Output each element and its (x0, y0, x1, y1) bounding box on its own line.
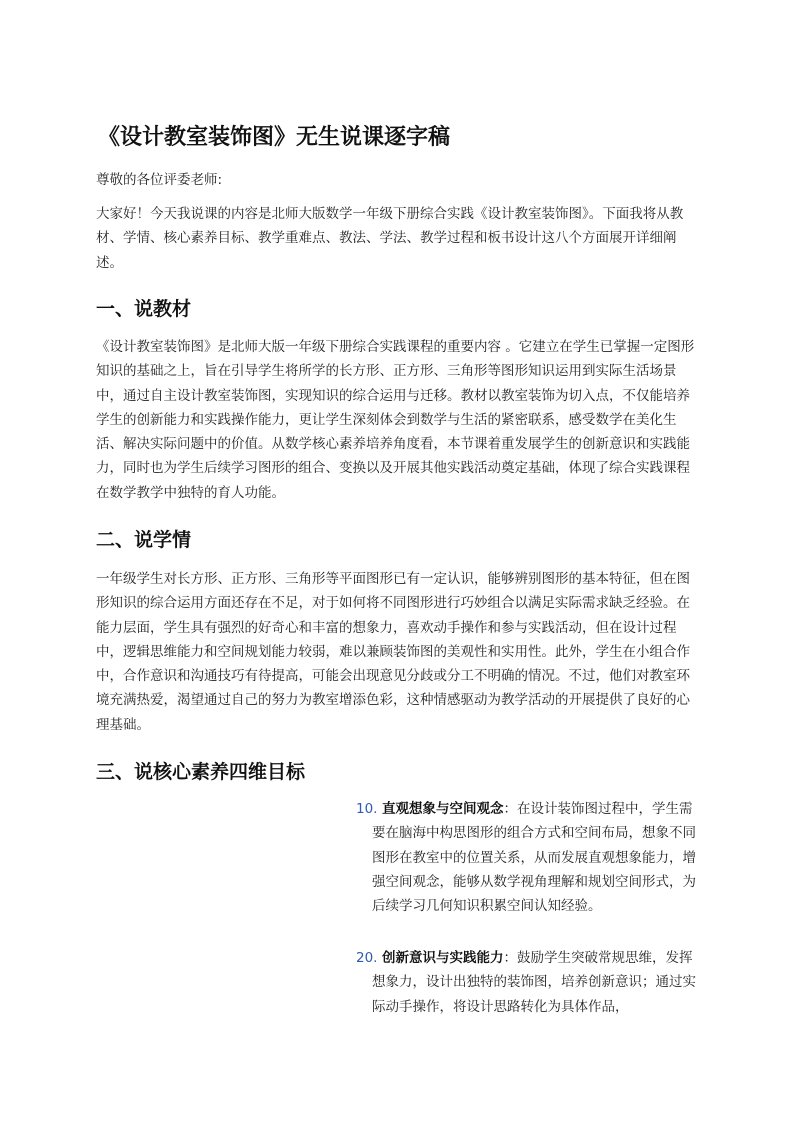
goal-number: 10. (356, 801, 378, 817)
goal-text-block (356, 797, 701, 918)
greeting-line: 尊敬的各位评委老师: (96, 172, 223, 188)
goal-list-item (356, 946, 701, 1019)
section-heading-students: 二、说学情 (96, 529, 192, 551)
goal-list-item (356, 797, 701, 918)
goal-text: ：在设计装饰图过程中，学生需要在脑海中构思图形的组合方式和空间布局，想象不同图形在教室中的位置关系，从而发展直观想象能力，增强空间观念，能够从数学视角理解和规划空间形式，为后续学习几何知识积累空间认知经验。 (372, 801, 696, 915)
section-body-students: 一年级学生对长方形、正方形、三角形等平面图形已有一定认识，能够辨别图形的基本特征，但在图形知识的综合运用方面还存在不足，对于如何将不同图形进行巧妙组合以满足实际需求缺乏经验。在能力层面，学生具有强烈的好奇心和丰富的想象力，喜欢动手操作和参与实践活动，但在设计过程中，逻辑思维能力和空间规划能力较弱，难以兼顾装饰图的美观性和实用性。此外，学生在小组合作中，合作意识和沟通技巧有待提高，可能会出现意见分歧或分工不明确的情况。不过，他们对教室环境充满热爱，渴望通过自己的努力为教室增添色彩，这种情感驱动为教学活动的开展提供了良好的心理基础。 (96, 571, 690, 733)
section-heading-goals: 三、说核心素养四维目标 (96, 761, 306, 783)
goal-lead: 创新意识与实践能力 (382, 950, 504, 966)
goal-text-block (356, 946, 701, 1019)
goal-number: 20. (356, 950, 378, 966)
intro-paragraph: 大家好！今天我说课的内容是北师大版数学一年级下册综合实践《设计教室装饰图》。下面我将从教材、学情、核心素养目标、教学重难点、教法、学法、教学过程和板书设计这八个方面展开详细阐述。 (96, 206, 684, 271)
goal-text: ：鼓励学生突破常规思维，发挥想象力，设计出独特的装饰图，培养创新意识；通过实际动手操作，将设计思路转化为具体作品， (372, 950, 696, 1015)
section-body-textbook: 《设计教室装饰图》是北师大版一年级下册综合实践课程的重要内容 。它建立在学生已掌握一定图形知识的基础之上，旨在引导学生将所学的长方形、正方形、三角形等图形知识运用到实际生活场景中，通过自主设计教室装饰图，实现知识的综合运用与迁移。教材以教室装饰为切入点，不仅能培养学生的创新能力和实践操作能力，更让学生深刻体会到数学与生活的紧密联系，感受数学在美化生活、解决实际问题中的价值。从数学核心素养培养角度看，本节课着重发展学生的创新意识和实践能力，同时也为学生后续学习图形的组合、变换以及开展其他实践活动奠定基础，体现了综合实践课程在数学教学中独特的育人功能。 (96, 339, 695, 501)
goal-lead: 直观想象与空间观念 (382, 801, 504, 817)
document-title: 《设计教室装饰图》无生说课逐字稿 (98, 125, 451, 150)
section-heading-textbook: 一、说教材 (96, 298, 192, 320)
